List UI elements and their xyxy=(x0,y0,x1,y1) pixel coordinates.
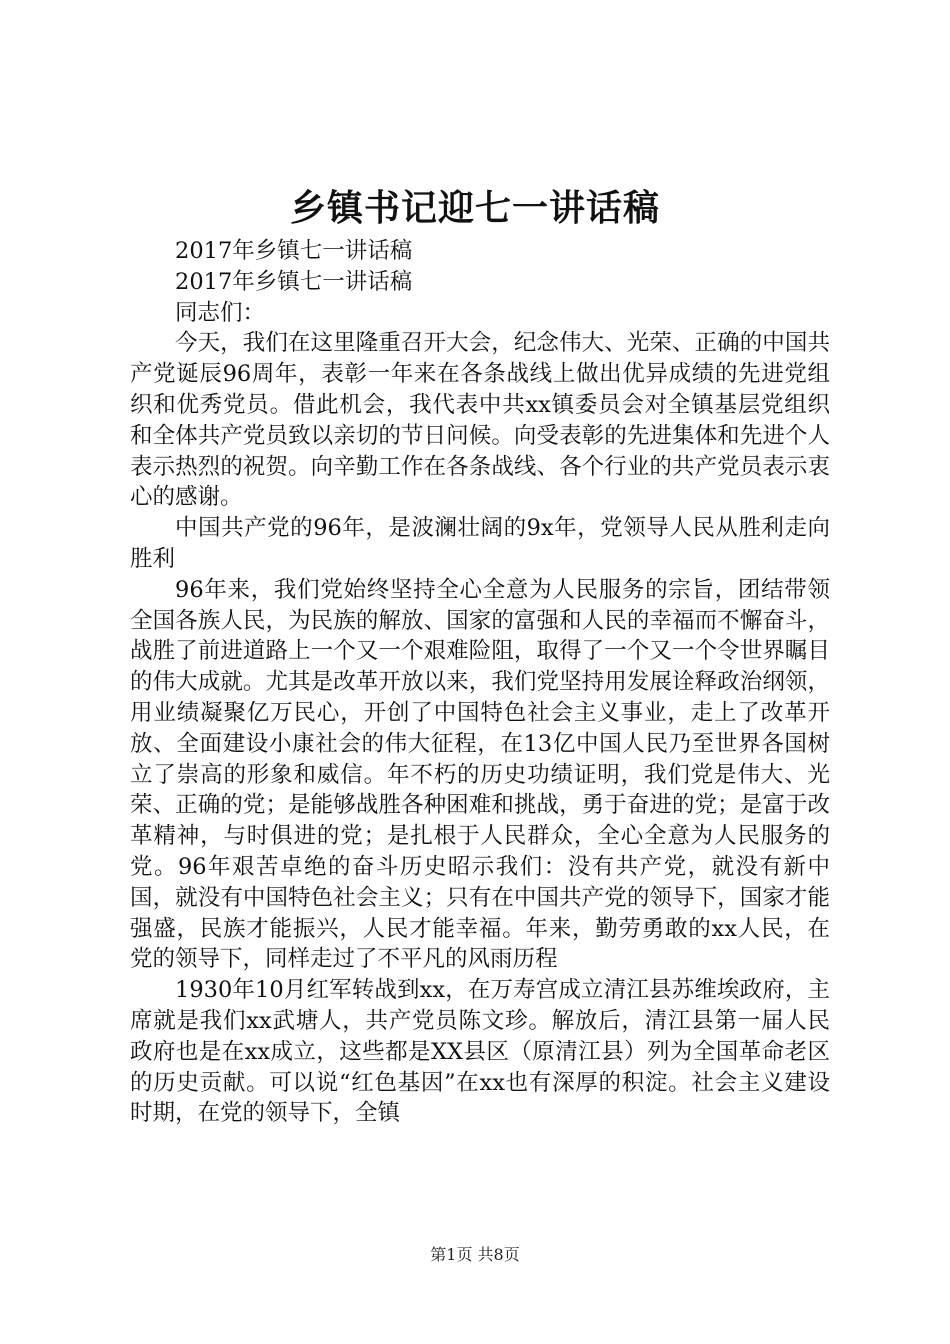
document-body xyxy=(130,236,830,1129)
body-paragraph: 96年来，我们党始终坚持全心全意为人民服务的宗旨，团结带领全国各族人民，为民族的解放、国家的富强和人民的幸福而不懈奋斗，战胜了前进道路上一个又一个艰难险阻，取得了一个又一个令世界瞩目的伟大成就。尤其是改革开放以来，我们党坚持用发展诠释政治纲领，用业绩凝聚亿万民心，开创了中国特色社会主义事业，走上了改革开放、全面建设小康社会的伟大征程，在13亿中国人民乃至世界各国树立了崇高的形象和威信。年不朽的历史功绩证明，我们党是伟大、光荣、正确的党；是能够战胜各种困难和挑战，勇于奋进的党；是富于改革精神，与时俱进的党；是扎根于人民群众，全心全意为人民服务的党。96年艰苦卓绝的奋斗历史昭示我们：没有共产党，就没有新中国，就没有中国特色社会主义；只有在中国共产党的领导下，国家才能强盛，民族才能振兴，人民才能幸福。年来，勤劳勇敢的xx人民，在党的领导下，同样走过了不平凡的风雨历程 xyxy=(130,576,830,973)
body-paragraph: 中国共产党的96年，是波澜壮阔的9x年，党领导人民从胜利走向胜利 xyxy=(130,515,830,572)
body-paragraph: 今天，我们在这里隆重召开大会，纪念伟大、光荣、正确的中国共产党诞辰96周年，表彰一年来在各条战线上做出优异成绩的先进党组织和优秀党员。借此机会，我代表中共xx镇委员会对全镇基层党组织和全体共产党员致以亲切的节日问候。向受表彰的先进集体和先进个人表示热烈的祝贺。向辛勤工作在各条战线、各个行业的共产党员表示衷心的感谢。 xyxy=(130,330,830,511)
subtitle-line: 2017年乡镇七一讲话稿 xyxy=(175,238,413,264)
subtitle-line: 2017年乡镇七一讲话稿 xyxy=(175,268,413,295)
salutation: 同志们： xyxy=(175,299,266,326)
body-paragraph: 1930年10月红军转战到xx，在万寿宫成立清江县苏维埃政府，主席就是我们xx武塘人，共产党员陈文珍。解放后，清江县第一届人民政府也是在xx成立，这些都是XX县区（原清江县）列为全国革命老区的历史贡献。可以说“红色基因”在xx也有深厚的积淀。社会主义建设时期，在党的领导下，全镇 xyxy=(130,977,830,1127)
document-title: 乡镇书记迎七一讲话稿 xyxy=(289,187,660,229)
page-footer: 第1页 共8页 xyxy=(430,1245,520,1264)
